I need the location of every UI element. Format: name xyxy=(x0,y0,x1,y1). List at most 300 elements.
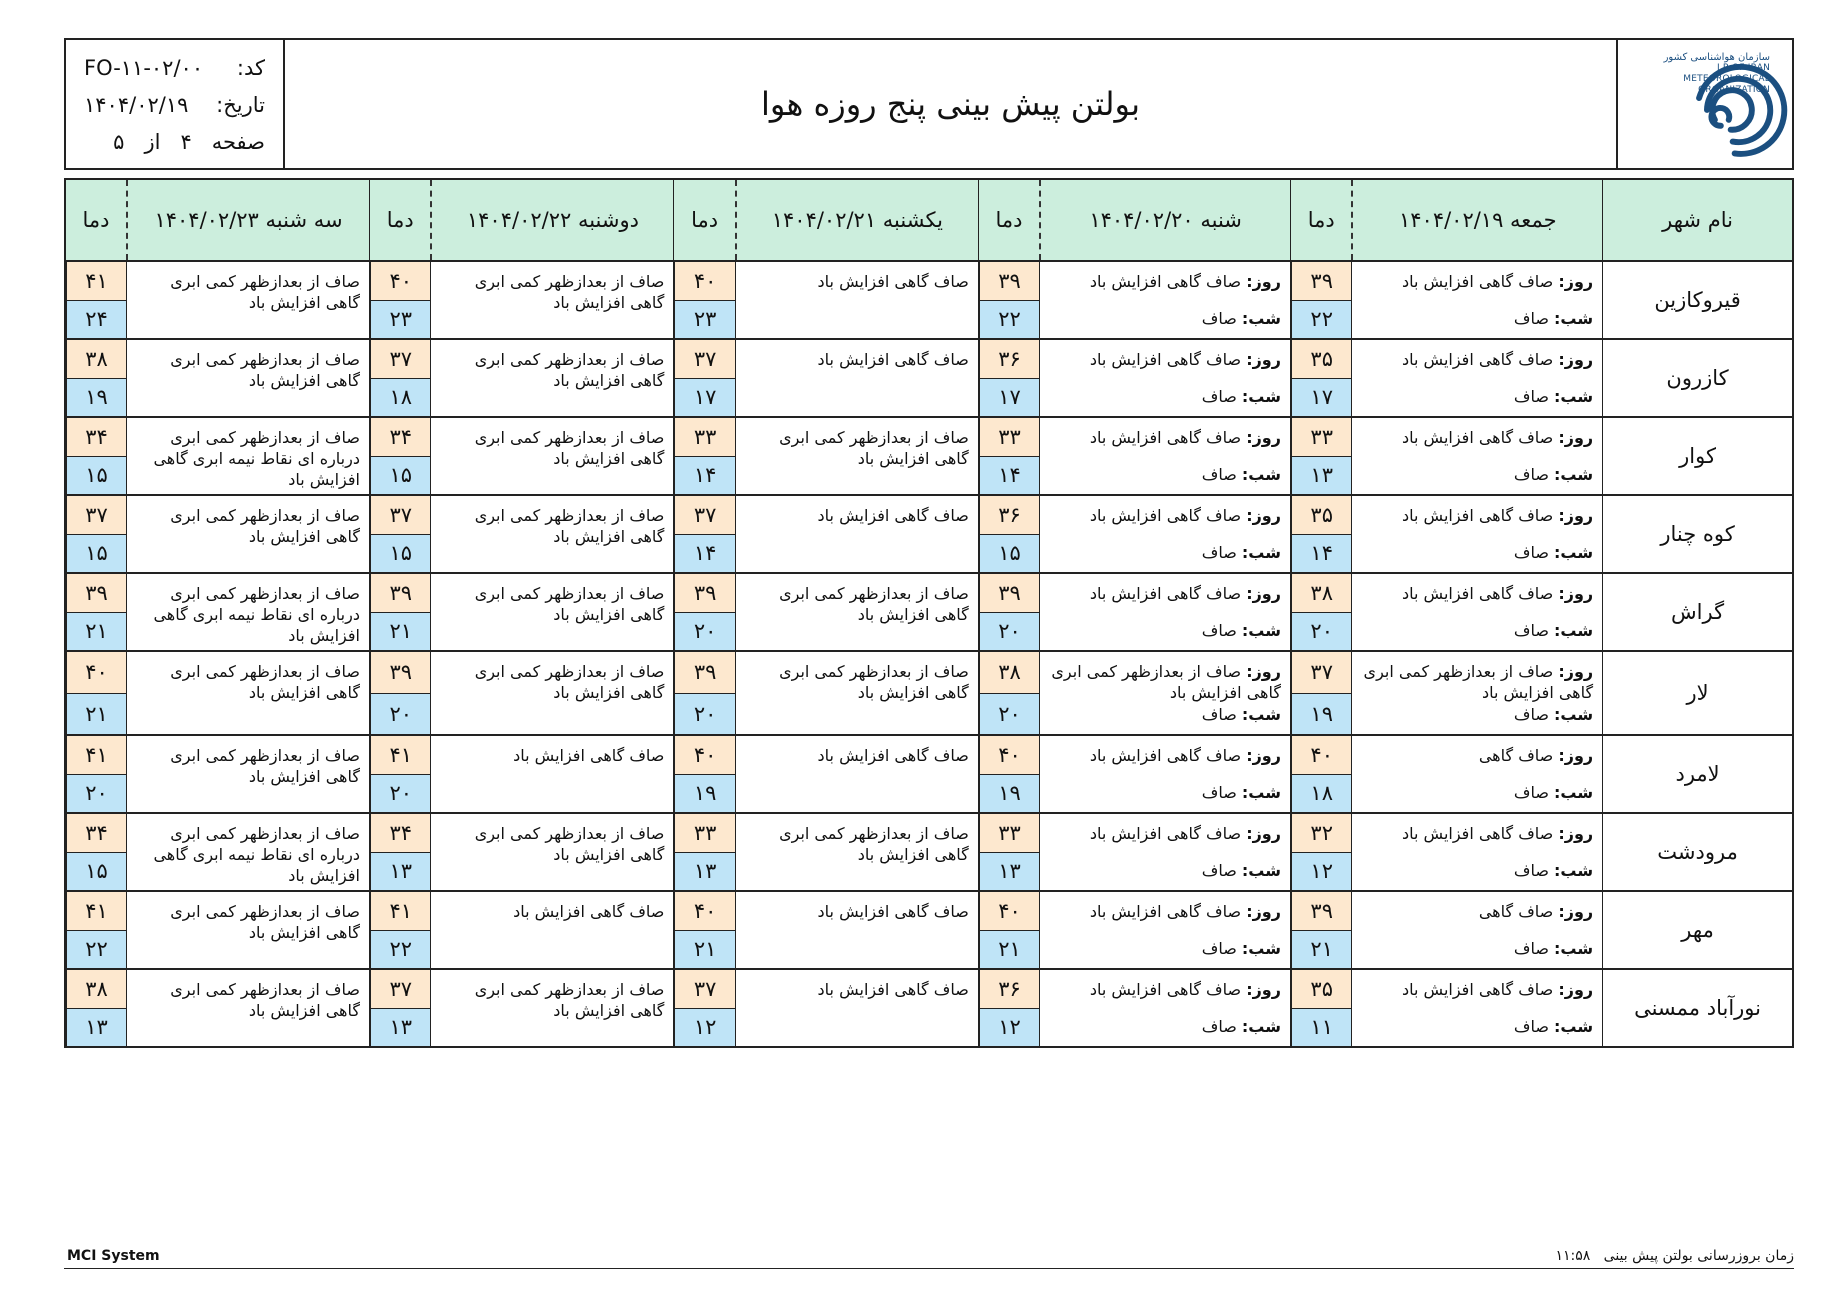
night-label: شب: xyxy=(1554,1017,1594,1036)
day-forecast xyxy=(1358,427,1593,448)
temperature-cell xyxy=(65,573,127,651)
temperature-cell xyxy=(65,651,127,735)
day-condition-text: صاف گاهی افزایش باد xyxy=(1402,584,1554,603)
temperature-cell xyxy=(978,573,1040,651)
temperature-stack xyxy=(66,262,127,338)
night-condition-text: صاف xyxy=(1513,861,1549,880)
forecast-condition-cell xyxy=(1040,573,1290,651)
day-label: روز: xyxy=(1246,980,1281,999)
night-forecast xyxy=(1202,464,1281,485)
temperature-stack xyxy=(674,574,735,650)
night-condition-text: صاف xyxy=(1201,861,1237,880)
condition-text: صاف گاهی افزایش باد xyxy=(817,350,969,369)
night-forecast xyxy=(1514,860,1593,881)
temperature-stack xyxy=(1291,652,1352,734)
condition-text: صاف گاهی افزایش باد xyxy=(817,980,969,999)
table-row xyxy=(65,651,1793,735)
min-temperature: ۲۱ xyxy=(370,613,431,651)
max-temperature: ۴۱ xyxy=(66,262,127,301)
day-condition-text: صاف گاهی افزایش باد xyxy=(1089,428,1242,447)
day-condition-text: صاف گاهی افزایش باد xyxy=(1402,428,1554,447)
night-forecast xyxy=(1514,386,1593,407)
temperature-cell xyxy=(978,813,1040,891)
max-temperature: ۳۷ xyxy=(370,340,431,379)
temperature-stack xyxy=(370,652,431,734)
night-label: شب: xyxy=(1241,939,1281,958)
max-temperature: ۳۴ xyxy=(66,814,127,853)
day-label: روز: xyxy=(1246,824,1281,843)
city-name: مهر xyxy=(1603,891,1793,969)
temperature-cell xyxy=(65,261,127,339)
temperature-cell xyxy=(674,417,736,495)
night-label: شب: xyxy=(1554,543,1594,562)
forecast-condition-cell xyxy=(431,891,673,969)
day-condition-text: صاف گاهی افزایش باد xyxy=(1089,746,1242,765)
footer-divider xyxy=(64,1268,1794,1269)
condition-text: صاف از بعدازظهر کمی ابری گاهی افزایش باد xyxy=(779,662,969,702)
max-temperature: ۳۴ xyxy=(370,418,431,457)
temperature-cell xyxy=(978,417,1040,495)
max-temperature: ۳۷ xyxy=(674,340,735,379)
day-label: روز: xyxy=(1246,746,1281,765)
temperature-cell xyxy=(978,495,1040,573)
night-condition-text: صاف xyxy=(1513,309,1549,328)
temperature-cell xyxy=(369,339,431,417)
min-temperature: ۲۲ xyxy=(66,931,127,969)
forecast-condition-cell xyxy=(127,651,369,735)
day-condition-text: صاف از بعدازظهر کمی ابری گاهی افزایش باد xyxy=(1051,662,1281,702)
temperature-stack xyxy=(370,970,431,1046)
temperature-stack xyxy=(979,814,1040,890)
temperature-cell xyxy=(1290,261,1352,339)
condition-text: صاف از بعدازظهر کمی ابری گاهی افزایش باد xyxy=(170,662,360,702)
temperature-cell xyxy=(65,813,127,891)
forecast-condition-cell xyxy=(1352,735,1602,813)
night-forecast xyxy=(1202,704,1281,725)
min-temperature: ۱۹ xyxy=(1291,694,1352,735)
max-temperature: ۳۳ xyxy=(674,418,735,457)
forecast-condition-cell xyxy=(736,813,978,891)
temperature-cell xyxy=(369,891,431,969)
temperature-cell xyxy=(1290,969,1352,1047)
min-temperature: ۱۳ xyxy=(979,853,1040,891)
night-label: شب: xyxy=(1241,387,1281,406)
night-condition-text: صاف xyxy=(1513,543,1549,562)
day-label: روز: xyxy=(1558,272,1594,291)
forecast-condition-cell xyxy=(1352,651,1602,735)
night-label: شب: xyxy=(1241,1017,1281,1036)
max-temperature: ۳۹ xyxy=(66,574,127,613)
day-label: روز: xyxy=(1558,350,1594,369)
min-temperature: ۲۰ xyxy=(674,613,735,651)
temperature-cell xyxy=(1290,651,1352,735)
max-temperature: ۴۰ xyxy=(979,892,1040,931)
temperature-cell xyxy=(369,417,431,495)
table-row xyxy=(65,969,1793,1047)
city-name: مرودشت xyxy=(1603,813,1793,891)
max-temperature: ۳۳ xyxy=(674,814,735,853)
city-name: لار xyxy=(1603,651,1793,735)
forecast-condition-cell xyxy=(127,891,369,969)
city-column-header: نام شهر xyxy=(1603,179,1793,261)
max-temperature: ۳۵ xyxy=(1291,340,1352,379)
condition-text: صاف از بعدازظهر کمی ابری گاهی افزایش باد xyxy=(779,584,969,624)
night-label: شب: xyxy=(1241,621,1281,640)
condition-text: صاف از بعدازظهر کمی ابری گاهی افزایش باد xyxy=(474,980,665,1020)
day-forecast xyxy=(1046,427,1281,448)
min-temperature: ۱۵ xyxy=(979,535,1040,573)
night-condition-text: صاف xyxy=(1201,1017,1237,1036)
condition-text: صاف از بعدازظهر کمی ابری گاهی افزایش باد xyxy=(474,824,665,864)
min-temperature: ۱۷ xyxy=(1291,379,1352,417)
condition-text: صاف از بعدازظهر کمی ابری گاهی افزایش باد xyxy=(170,350,360,390)
temperature-cell xyxy=(674,651,736,735)
temperature-stack xyxy=(674,418,735,494)
night-condition-text: صاف xyxy=(1513,621,1549,640)
min-temperature: ۲۱ xyxy=(979,931,1040,969)
forecast-condition-cell xyxy=(736,339,978,417)
city-name: لامرد xyxy=(1603,735,1793,813)
day-forecast xyxy=(1046,583,1281,604)
forecast-condition-cell xyxy=(127,495,369,573)
min-temperature: ۲۱ xyxy=(674,931,735,969)
day-forecast xyxy=(1358,271,1593,292)
condition-text: صاف از بعدازظهر کمی ابری درباره ای نقاط نیمه ابری گاهی افزایش باد xyxy=(153,824,360,885)
temperature-cell xyxy=(369,573,431,651)
temp-header-4: دما xyxy=(369,179,431,261)
max-temperature: ۳۶ xyxy=(979,970,1040,1009)
condition-text: صاف گاهی افزایش باد xyxy=(513,746,665,765)
max-temperature: ۳۷ xyxy=(1291,652,1352,694)
night-condition-text: صاف xyxy=(1201,783,1237,802)
night-condition-text: صاف xyxy=(1201,387,1237,406)
max-temperature: ۳۶ xyxy=(979,496,1040,535)
temperature-cell xyxy=(1290,495,1352,573)
temperature-stack xyxy=(674,736,735,812)
forecast-condition-cell xyxy=(1040,969,1290,1047)
night-forecast xyxy=(1514,704,1593,725)
min-temperature: ۲۰ xyxy=(66,775,127,813)
temperature-cell xyxy=(674,495,736,573)
night-condition-text: صاف xyxy=(1201,309,1237,328)
temperature-stack xyxy=(66,496,127,572)
day-forecast xyxy=(1046,823,1281,844)
min-temperature: ۲۰ xyxy=(674,694,735,735)
day-forecast xyxy=(1358,823,1593,844)
min-temperature: ۲۱ xyxy=(66,613,127,651)
condition-text: صاف از بعدازظهر کمی ابری گاهی افزایش باد xyxy=(779,824,969,864)
forecast-condition-cell xyxy=(736,891,978,969)
temperature-stack xyxy=(979,340,1040,416)
min-temperature: ۱۵ xyxy=(370,457,431,495)
temperature-stack xyxy=(674,652,735,734)
night-label: شب: xyxy=(1554,705,1594,724)
condition-text: صاف از بعدازظهر کمی ابری گاهی افزایش باد xyxy=(170,272,360,312)
city-name: کوه چنار xyxy=(1603,495,1793,573)
temperature-stack xyxy=(1291,574,1352,650)
forecast-condition-cell xyxy=(431,339,673,417)
page-total: ۵ xyxy=(113,129,125,154)
day-forecast xyxy=(1046,745,1281,766)
temperature-stack xyxy=(1291,418,1352,494)
max-temperature: ۳۹ xyxy=(1291,262,1352,301)
condition-text: صاف از بعدازظهر کمی ابری درباره ای نقاط نیمه ابری گاهی افزایش باد xyxy=(153,584,360,645)
day-forecast xyxy=(1358,583,1593,604)
temperature-stack xyxy=(979,496,1040,572)
temperature-cell xyxy=(674,891,736,969)
temperature-cell xyxy=(369,261,431,339)
night-condition-text: صاف xyxy=(1513,939,1549,958)
temperature-cell xyxy=(1290,339,1352,417)
day-label: روز: xyxy=(1246,902,1281,921)
day-condition-text: صاف گاهی افزایش باد xyxy=(1402,506,1554,525)
night-forecast xyxy=(1202,782,1281,803)
temperature-cell xyxy=(369,495,431,573)
day-label: روز: xyxy=(1558,902,1594,921)
forecast-condition-cell xyxy=(431,573,673,651)
forecast-condition-cell xyxy=(431,417,673,495)
night-label: شب: xyxy=(1241,705,1281,724)
table-row xyxy=(65,261,1793,339)
day-condition-text: صاف گاهی افزایش باد xyxy=(1089,272,1242,291)
day-label: روز: xyxy=(1246,584,1281,603)
day-forecast xyxy=(1046,979,1281,1000)
temperature-cell xyxy=(1290,573,1352,651)
day-label: روز: xyxy=(1558,824,1594,843)
min-temperature: ۲۱ xyxy=(66,694,127,735)
forecast-condition-cell xyxy=(1040,891,1290,969)
min-temperature: ۱۷ xyxy=(674,379,735,417)
temperature-stack xyxy=(674,340,735,416)
city-name: گراش xyxy=(1603,573,1793,651)
temperature-stack xyxy=(370,340,431,416)
forecast-condition-cell xyxy=(127,339,369,417)
min-temperature: ۱۳ xyxy=(674,853,735,891)
temperature-stack xyxy=(370,814,431,890)
temperature-cell xyxy=(1290,813,1352,891)
temperature-cell xyxy=(674,573,736,651)
max-temperature: ۳۹ xyxy=(1291,892,1352,931)
day-condition-text: صاف گاهی افزایش باد xyxy=(1089,824,1242,843)
bulletin-title: بولتن پیش بینی پنج روزه هوا xyxy=(761,85,1140,123)
night-label: شب: xyxy=(1554,783,1594,802)
night-label: شب: xyxy=(1554,309,1594,328)
max-temperature: ۴۱ xyxy=(66,892,127,931)
forecast-condition-cell xyxy=(1352,261,1602,339)
code-label: کد: xyxy=(236,56,265,81)
day-header-2: شنبه ۱۴۰۴/۰۲/۲۰ xyxy=(1040,179,1290,261)
max-temperature: ۴۰ xyxy=(1291,736,1352,775)
max-temperature: ۴۰ xyxy=(674,262,735,301)
min-temperature: ۱۲ xyxy=(1291,853,1352,891)
city-name: نورآباد ممسنی xyxy=(1603,969,1793,1047)
night-label: شب: xyxy=(1241,465,1281,484)
forecast-condition-cell xyxy=(431,651,673,735)
condition-text: صاف از بعدازظهر کمی ابری گاهی افزایش باد xyxy=(474,662,665,702)
min-temperature: ۲۲ xyxy=(370,931,431,969)
day-forecast xyxy=(1046,901,1281,922)
max-temperature: ۳۴ xyxy=(370,814,431,853)
forecast-condition-cell xyxy=(127,261,369,339)
max-temperature: ۴۰ xyxy=(674,736,735,775)
min-temperature: ۲۰ xyxy=(370,694,431,735)
table-row xyxy=(65,417,1793,495)
temperature-cell xyxy=(369,813,431,891)
logo-en-line2: METEOROLOGICAL xyxy=(1683,74,1770,84)
max-temperature: ۴۱ xyxy=(370,736,431,775)
min-temperature: ۱۳ xyxy=(1291,457,1352,495)
forecast-condition-cell xyxy=(1040,417,1290,495)
day-label: روز: xyxy=(1246,662,1281,681)
night-forecast xyxy=(1514,938,1593,959)
table-row xyxy=(65,813,1793,891)
forecast-condition-cell xyxy=(127,417,369,495)
condition-text: صاف از بعدازظهر کمی ابری گاهی افزایش باد xyxy=(474,350,665,390)
temperature-cell xyxy=(369,651,431,735)
day-header-4: دوشنبه ۱۴۰۴/۰۲/۲۲ xyxy=(431,179,673,261)
temperature-stack xyxy=(1291,496,1352,572)
min-temperature: ۲۰ xyxy=(1291,613,1352,651)
day-forecast xyxy=(1358,505,1593,526)
min-temperature: ۱۹ xyxy=(66,379,127,417)
night-forecast xyxy=(1514,542,1593,563)
page-label: صفحه xyxy=(211,129,265,154)
day-forecast xyxy=(1358,349,1593,370)
night-forecast xyxy=(1514,308,1593,329)
forecast-condition-cell xyxy=(1040,735,1290,813)
temperature-stack xyxy=(674,892,735,968)
day-condition-text: صاف گاهی افزایش باد xyxy=(1089,980,1242,999)
max-temperature: ۳۸ xyxy=(979,652,1040,694)
temperature-cell xyxy=(369,735,431,813)
max-temperature: ۳۹ xyxy=(674,652,735,694)
day-forecast xyxy=(1046,349,1281,370)
temperature-cell xyxy=(65,417,127,495)
day-condition-text: صاف از بعدازظهر کمی ابری گاهی افزایش باد xyxy=(1363,662,1594,702)
min-temperature: ۱۳ xyxy=(370,853,431,891)
max-temperature: ۳۴ xyxy=(66,418,127,457)
condition-text: صاف از بعدازظهر کمی ابری گاهی افزایش باد xyxy=(170,980,360,1020)
temperature-stack xyxy=(674,496,735,572)
night-condition-text: صاف xyxy=(1513,705,1549,724)
max-temperature: ۳۸ xyxy=(66,970,127,1009)
organization-logo xyxy=(1616,40,1792,168)
temperature-cell xyxy=(1290,735,1352,813)
temperature-cell xyxy=(674,339,736,417)
max-temperature: ۳۹ xyxy=(370,574,431,613)
day-condition-text: صاف گاهی xyxy=(1478,902,1554,921)
temperature-cell xyxy=(65,735,127,813)
condition-text: صاف از بعدازظهر کمی ابری گاهی افزایش باد xyxy=(474,428,665,468)
forecast-condition-cell xyxy=(431,495,673,573)
logo-caption xyxy=(1664,52,1770,96)
min-temperature: ۱۸ xyxy=(1291,775,1352,813)
forecast-condition-cell xyxy=(1040,339,1290,417)
night-label: شب: xyxy=(1241,861,1281,880)
temperature-stack xyxy=(66,970,127,1046)
temperature-stack xyxy=(66,574,127,650)
condition-text: صاف گاهی افزایش باد xyxy=(513,902,665,921)
forecast-condition-cell xyxy=(1352,417,1602,495)
forecast-condition-cell xyxy=(736,573,978,651)
night-condition-text: صاف xyxy=(1201,465,1237,484)
max-temperature: ۳۸ xyxy=(1291,574,1352,613)
temperature-stack xyxy=(674,814,735,890)
forecast-condition-cell xyxy=(1040,261,1290,339)
night-forecast xyxy=(1514,620,1593,641)
temperature-stack xyxy=(979,892,1040,968)
min-temperature: ۲۲ xyxy=(1291,301,1352,339)
night-label: شب: xyxy=(1554,621,1594,640)
temperature-stack xyxy=(674,970,735,1046)
temperature-stack xyxy=(370,892,431,968)
day-label: روز: xyxy=(1558,662,1594,681)
day-condition-text: صاف گاهی افزایش باد xyxy=(1089,902,1242,921)
temperature-cell xyxy=(674,735,736,813)
max-temperature: ۳۷ xyxy=(370,970,431,1009)
min-temperature: ۱۴ xyxy=(979,457,1040,495)
temperature-stack xyxy=(1291,736,1352,812)
condition-text: صاف از بعدازظهر کمی ابری درباره ای نقاط نیمه ابری گاهی افزایش باد xyxy=(153,428,360,489)
temperature-cell xyxy=(978,651,1040,735)
night-condition-text: صاف xyxy=(1201,705,1237,724)
temperature-cell xyxy=(674,969,736,1047)
night-forecast xyxy=(1514,782,1593,803)
forecast-condition-cell xyxy=(127,573,369,651)
forecast-condition-cell xyxy=(1352,813,1602,891)
table-header-row xyxy=(65,179,1793,261)
forecast-condition-cell xyxy=(127,735,369,813)
day-condition-text: صاف گاهی افزایش باد xyxy=(1402,272,1554,291)
max-temperature: ۳۹ xyxy=(979,574,1040,613)
min-temperature: ۱۷ xyxy=(979,379,1040,417)
forecast-condition-cell xyxy=(736,969,978,1047)
max-temperature: ۴۰ xyxy=(674,892,735,931)
day-forecast xyxy=(1358,979,1593,1000)
city-name: کازرون xyxy=(1603,339,1793,417)
max-temperature: ۳۳ xyxy=(979,418,1040,457)
forecast-condition-cell xyxy=(736,735,978,813)
day-label: روز: xyxy=(1558,980,1594,999)
condition-text: صاف از بعدازظهر کمی ابری گاهی افزایش باد xyxy=(170,902,360,942)
min-temperature: ۲۳ xyxy=(370,301,431,339)
max-temperature: ۴۱ xyxy=(370,892,431,931)
temperature-cell xyxy=(978,891,1040,969)
day-condition-text: صاف گاهی xyxy=(1478,746,1554,765)
night-condition-text: صاف xyxy=(1513,1017,1549,1036)
night-forecast xyxy=(1514,1016,1593,1037)
night-condition-text: صاف xyxy=(1201,939,1237,958)
temperature-stack xyxy=(370,418,431,494)
temperature-stack xyxy=(674,262,735,338)
night-label: شب: xyxy=(1241,543,1281,562)
min-temperature: ۱۴ xyxy=(674,457,735,495)
max-temperature: ۴۰ xyxy=(66,652,127,694)
forecast-condition-cell xyxy=(1352,573,1602,651)
forecast-condition-cell xyxy=(736,651,978,735)
condition-text: صاف از بعدازظهر کمی ابری گاهی افزایش باد xyxy=(474,272,665,312)
night-label: شب: xyxy=(1554,387,1594,406)
max-temperature: ۳۷ xyxy=(370,496,431,535)
max-temperature: ۳۹ xyxy=(979,262,1040,301)
min-temperature: ۲۱ xyxy=(1291,931,1352,969)
min-temperature: ۱۵ xyxy=(370,535,431,573)
temperature-cell xyxy=(674,813,736,891)
max-temperature: ۳۹ xyxy=(370,652,431,694)
table-row xyxy=(65,735,1793,813)
temp-header-5: دما xyxy=(65,179,127,261)
max-temperature: ۳۳ xyxy=(1291,418,1352,457)
